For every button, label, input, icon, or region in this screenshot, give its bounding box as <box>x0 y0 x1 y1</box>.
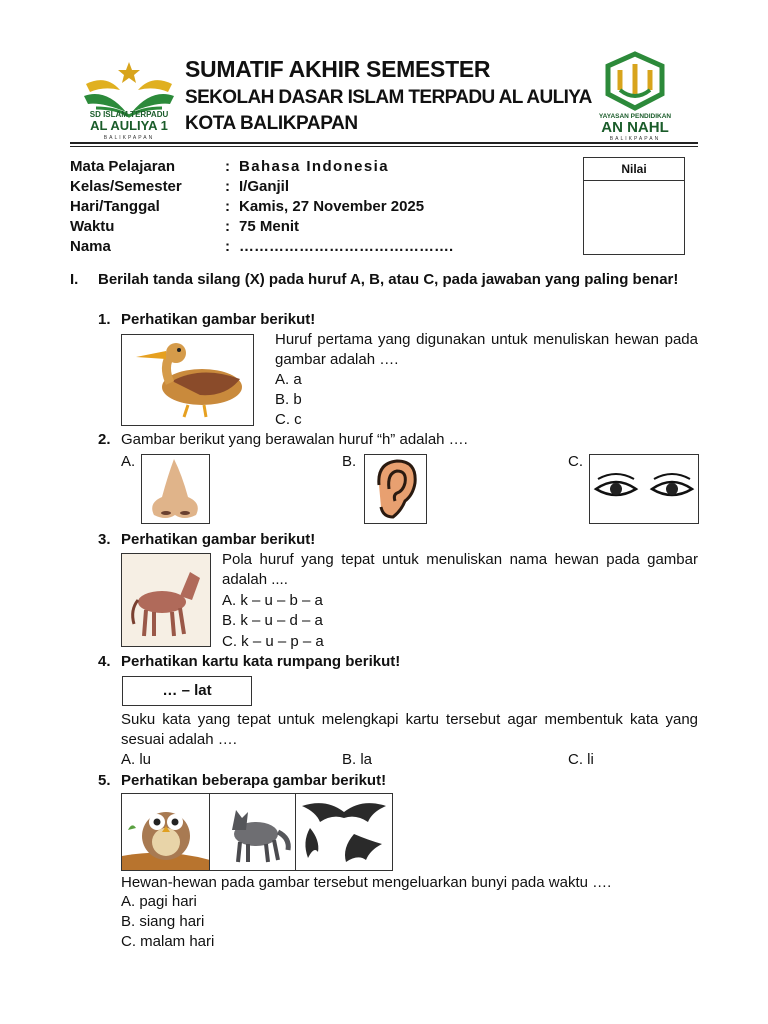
info-label: Nama <box>70 238 111 255</box>
info-label: Hari/Tanggal <box>70 198 160 215</box>
nose-image[interactable] <box>141 454 210 524</box>
info-row-name <box>70 238 453 255</box>
info-label: Waktu <box>70 218 115 235</box>
info-colon: : <box>225 218 230 235</box>
owl-image <box>121 793 211 871</box>
ear-image[interactable] <box>364 454 427 524</box>
option-a[interactable]: A. <box>121 453 136 470</box>
option-b[interactable]: B. siang hari <box>121 913 205 930</box>
name-field[interactable]: ……………………………………. <box>239 238 454 255</box>
foundation-logo-sub: BALIKPAPAN <box>609 136 661 142</box>
school-logo <box>76 56 182 142</box>
option-a[interactable]: A. pagi hari <box>121 893 197 910</box>
question-prompt: Perhatikan gambar berikut! <box>121 311 316 328</box>
option-a[interactable]: A. lu <box>121 751 152 768</box>
question-text: Pola huruf yang tepat untuk menuliskan nama hewan pada gambar adalah .... <box>222 551 698 588</box>
wolf-image <box>209 793 297 871</box>
question-number: 3. <box>98 531 111 548</box>
info-value: 75 Menit <box>239 218 300 235</box>
option-b[interactable]: B. <box>342 453 357 470</box>
option-b[interactable]: B. la <box>342 751 373 768</box>
info-colon: : <box>225 178 230 195</box>
info-label: Kelas/Semester <box>70 178 182 195</box>
section-number: I. <box>70 271 79 288</box>
question-number: 5. <box>98 772 111 789</box>
question-number: 2. <box>98 431 111 448</box>
school-name: SEKOLAH DASAR ISLAM TERPADU AL AULIYA <box>185 87 592 108</box>
question-text: Huruf pertama yang digunakan untuk menuliskan hewan pada gambar adalah …. <box>275 331 698 368</box>
info-colon: : <box>225 198 230 215</box>
question-text: Hewan-hewan pada gambar tersebut mengeluarkan bunyi pada waktu …. <box>121 874 612 891</box>
info-value: I/Ganjil <box>239 178 290 195</box>
option-b[interactable]: B. k – u – d – a <box>222 612 323 629</box>
school-logo-sub: BALIKPAPAN <box>103 135 155 141</box>
question-number: 1. <box>98 311 111 328</box>
foundation-logo-name: AN NAHL <box>601 119 669 136</box>
header-divider-thin <box>70 146 698 147</box>
option-c[interactable]: C. malam hari <box>121 933 215 950</box>
option-c[interactable]: C. k – u – p – a <box>222 633 324 650</box>
horse-image <box>121 553 211 647</box>
info-colon: : <box>225 158 230 175</box>
info-row-class <box>70 178 289 195</box>
question-prompt: Perhatikan gambar berikut! <box>121 531 316 548</box>
school-logo-top: SD ISLAM TERPADU <box>89 110 169 119</box>
city-name: KOTA BALIKPAPAN <box>185 113 358 134</box>
score-label: Nilai <box>584 158 684 181</box>
info-value: Kamis, 27 November 2025 <box>239 198 425 215</box>
info-row-date <box>70 198 424 215</box>
question-number: 4. <box>98 653 111 670</box>
question-prompt: Perhatikan kartu kata rumpang berikut! <box>121 653 401 670</box>
question-prompt: Perhatikan beberapa gambar berikut! <box>121 772 387 789</box>
word-card: … – lat <box>122 676 252 706</box>
score-box[interactable] <box>583 157 685 255</box>
info-row-subject <box>70 158 389 175</box>
option-c[interactable]: C. <box>568 453 583 470</box>
bats-image <box>295 793 393 871</box>
exam-title: SUMATIF AKHIR SEMESTER <box>185 56 491 82</box>
duck-image <box>121 334 254 426</box>
section-instruction: Berilah tanda silang (X) pada huruf A, B, atau C, pada jawaban yang paling benar! <box>98 271 679 288</box>
foundation-logo-top: YAYASAN PENDIDIKAN <box>598 113 672 120</box>
option-c[interactable]: C. c <box>275 411 302 428</box>
school-logo-name: AL AULIYA 1 <box>90 118 168 133</box>
eyes-image[interactable] <box>589 454 699 524</box>
info-value: Bahasa Indonesia <box>239 158 389 175</box>
foundation-logo <box>582 50 688 142</box>
option-a[interactable]: A. k – u – b – a <box>222 592 323 609</box>
question-text: Suku kata yang tepat untuk melengkapi kartu tersebut agar membentuk kata yang sesuai adalah …. <box>121 711 698 748</box>
option-b[interactable]: B. b <box>275 391 302 408</box>
option-a[interactable]: A. a <box>275 371 302 388</box>
header-divider <box>70 142 698 144</box>
question-text: Gambar berikut yang berawalan huruf “h” adalah …. <box>121 431 468 448</box>
info-row-time <box>70 218 299 235</box>
option-c[interactable]: C. li <box>568 751 594 768</box>
info-label: Mata Pelajaran <box>70 158 176 175</box>
info-colon: : <box>225 238 230 255</box>
